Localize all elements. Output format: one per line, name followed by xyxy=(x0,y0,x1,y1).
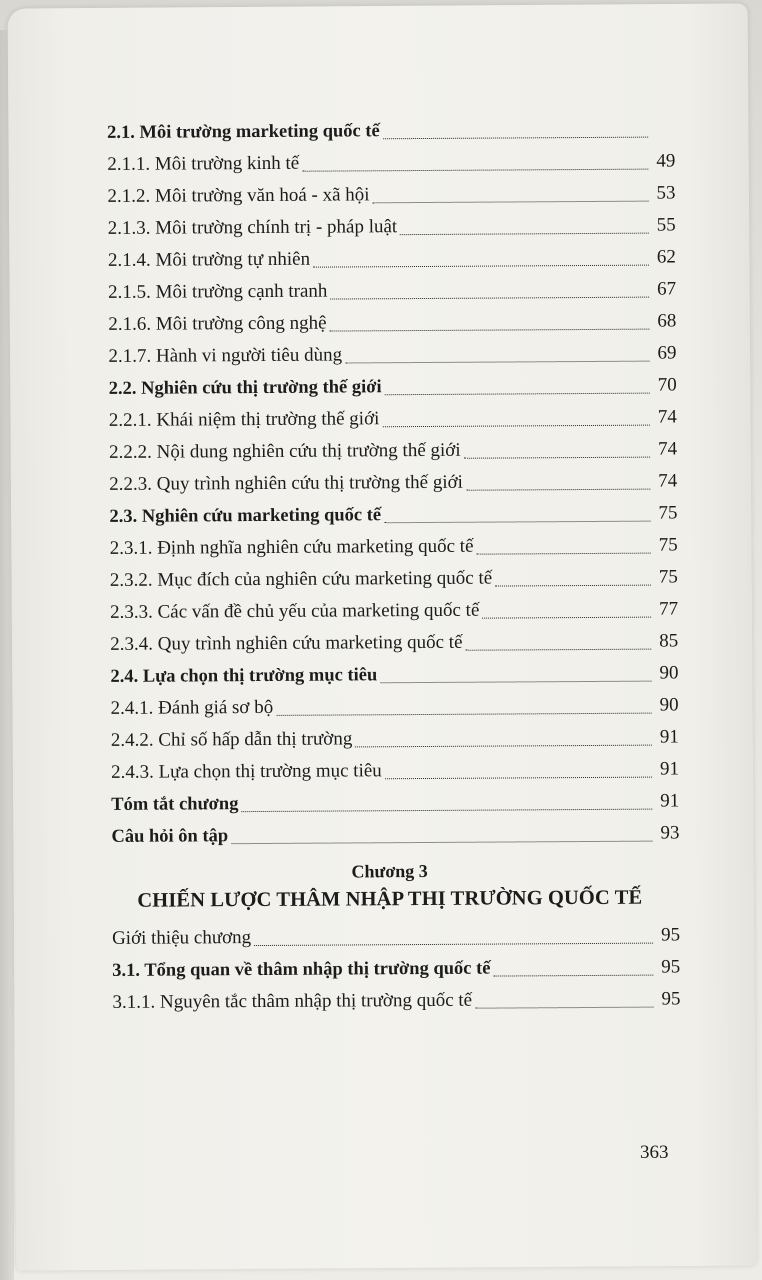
leader-dots xyxy=(466,648,652,651)
toc-entry-list xyxy=(95,108,679,848)
toc-entry xyxy=(98,620,678,656)
toc-entry-label: 2.3.2. Mục đích của nghiên cứu marketing quốc tế xyxy=(109,567,493,591)
toc-entry xyxy=(99,684,679,720)
toc-entry xyxy=(97,364,677,400)
toc-entry xyxy=(96,236,676,272)
toc-entry-label: 2.1.7. Hành vi người tiêu dùng xyxy=(108,344,343,367)
leader-dots xyxy=(384,520,650,524)
toc-entry-page: 75 xyxy=(658,566,678,588)
toc-entry xyxy=(100,946,680,982)
leader-dots xyxy=(330,296,649,300)
table-of-contents xyxy=(95,108,680,1014)
toc-entry-label: 2.3.1. Định nghĩa nghiên cứu marketing quốc tế xyxy=(109,535,474,559)
toc-entry xyxy=(99,812,679,848)
toc-entry xyxy=(96,204,676,240)
toc-entry-page: 95 xyxy=(660,924,681,946)
leader-dots xyxy=(241,808,652,813)
toc-entry-page: 91 xyxy=(660,790,680,812)
toc-entry-page: 91 xyxy=(659,726,679,748)
toc-entry-label: Giới thiệu chương xyxy=(111,927,252,949)
leader-dots xyxy=(355,744,652,748)
toc-entry xyxy=(95,140,675,176)
toc-entry-page: 55 xyxy=(656,214,676,236)
toc-entry-page: 90 xyxy=(659,662,679,684)
toc-entry-page: 95 xyxy=(661,988,681,1010)
chapter-entry-list xyxy=(100,914,681,1014)
leader-dots xyxy=(464,456,650,459)
leader-dots xyxy=(380,680,651,684)
toc-entry-label: 2.4.1. Đánh giá sơ bộ xyxy=(110,696,274,719)
toc-entry xyxy=(96,300,676,336)
toc-entry-label: 2.1.5. Môi trường cạnh tranh xyxy=(108,280,328,303)
page-number: 363 xyxy=(640,1142,669,1163)
toc-entry xyxy=(98,588,678,624)
toc-entry-label: 2.3.3. Các vấn đề chủ yếu của marketing quốc tế xyxy=(109,599,480,623)
toc-entry-page: 75 xyxy=(658,534,678,556)
toc-entry-label: 2.2.1. Khái niệm thị trường thế giới xyxy=(108,408,380,431)
leader-dots xyxy=(276,712,651,716)
leader-dots xyxy=(466,488,650,491)
leader-dots xyxy=(477,552,651,555)
toc-entry xyxy=(97,460,677,496)
toc-entry-label: 2.4.2. Chỉ số hấp dẫn thị trường xyxy=(110,728,353,751)
toc-entry-page: 49 xyxy=(656,150,676,172)
toc-entry-page: 95 xyxy=(661,956,681,978)
toc-entry-label: 2.2. Nghiên cứu thị trường thế giới xyxy=(108,377,382,399)
toc-entry xyxy=(96,332,676,368)
leader-dots xyxy=(330,328,650,332)
leader-dots xyxy=(313,264,649,268)
leader-dots xyxy=(254,942,653,946)
toc-entry-label: 2.4. Lựa chọn thị trường mục tiêu xyxy=(110,665,378,687)
toc-entry-page: 74 xyxy=(657,406,677,428)
leader-dots xyxy=(383,136,648,140)
toc-entry-label: 3.1. Tổng quan về thâm nhập thị trường quốc tế xyxy=(112,958,491,981)
toc-entry-label: 2.2.2. Nội dung nghiên cứu thị trường thế giới xyxy=(109,439,461,463)
toc-entry-label: 2.4.3. Lựa chọn thị trường mục tiêu xyxy=(110,760,382,783)
toc-entry xyxy=(97,492,677,528)
leader-dots xyxy=(382,424,650,428)
toc-entry-page: 62 xyxy=(656,246,676,268)
toc-entry xyxy=(100,978,680,1014)
leader-dots xyxy=(495,584,651,587)
toc-entry-page: 90 xyxy=(659,694,679,716)
toc-entry-label: 2.1.2. Môi trường văn hoá - xã hội xyxy=(107,184,370,207)
toc-entry-page: 85 xyxy=(659,630,679,652)
toc-entry-label: 2.3. Nghiên cứu marketing quốc tế xyxy=(109,505,382,527)
toc-entry-page: 67 xyxy=(657,278,677,300)
toc-entry-label: 2.1. Môi trường marketing quốc tế xyxy=(107,121,380,143)
toc-entry-label: 2.1.1. Môi trường kinh tế xyxy=(107,152,300,175)
leader-dots xyxy=(385,392,650,396)
toc-entry-label: Câu hỏi ôn tập xyxy=(111,826,229,847)
leader-dots xyxy=(231,840,652,845)
toc-entry xyxy=(100,914,680,950)
leader-dots xyxy=(302,168,648,172)
toc-entry-page: 75 xyxy=(658,502,678,524)
toc-entry-label: 2.2.3. Quy trình nghiên cứu thị trường thế giới xyxy=(109,471,463,495)
toc-entry-label: 2.1.3. Môi trường chính trị - pháp luật xyxy=(107,216,398,239)
toc-entry-page: 69 xyxy=(657,342,677,364)
toc-entry xyxy=(96,268,676,304)
toc-entry-label: 2.1.6. Môi trường công nghệ xyxy=(108,312,327,335)
toc-entry xyxy=(99,780,679,816)
toc-entry-page: 93 xyxy=(660,822,680,844)
leader-dots xyxy=(345,360,649,364)
toc-entry-page: 74 xyxy=(658,438,678,460)
toc-entry xyxy=(98,524,678,560)
toc-entry xyxy=(97,396,677,432)
leader-dots xyxy=(482,616,651,619)
toc-entry xyxy=(97,428,677,464)
toc-entry-page: 91 xyxy=(659,758,680,780)
toc-entry-page: 68 xyxy=(657,310,677,332)
leader-dots xyxy=(385,776,652,780)
chapter-number: Chương 3 xyxy=(351,860,428,882)
toc-entry-page: 77 xyxy=(658,598,679,620)
toc-entry-page: 74 xyxy=(658,470,678,492)
leader-dots xyxy=(373,200,649,204)
leader-dots xyxy=(400,232,649,236)
toc-entry-label: 3.1.1. Nguyên tắc thâm nhập thị trường quốc tế xyxy=(112,989,473,1013)
toc-entry-page: 53 xyxy=(656,182,676,204)
toc-entry xyxy=(99,716,679,752)
toc-entry-label: 2.1.4. Môi trường tự nhiên xyxy=(107,248,311,271)
toc-entry xyxy=(98,652,678,688)
chapter-title: CHIẾN LƯỢC THÂM NHẬP THỊ TRƯỜNG QUỐC TẾ xyxy=(137,886,643,912)
toc-entry-label: Tóm tắt chương xyxy=(111,794,239,815)
leader-dots xyxy=(475,1006,653,1009)
toc-entry xyxy=(98,556,678,592)
toc-entry-page: 70 xyxy=(657,374,677,396)
toc-entry-label: 2.3.4. Quy trình nghiên cứu marketing quốc tế xyxy=(110,631,463,655)
toc-entry xyxy=(99,748,679,784)
leader-dots xyxy=(494,974,654,977)
toc-entry xyxy=(95,172,675,208)
toc-entry xyxy=(95,108,675,144)
